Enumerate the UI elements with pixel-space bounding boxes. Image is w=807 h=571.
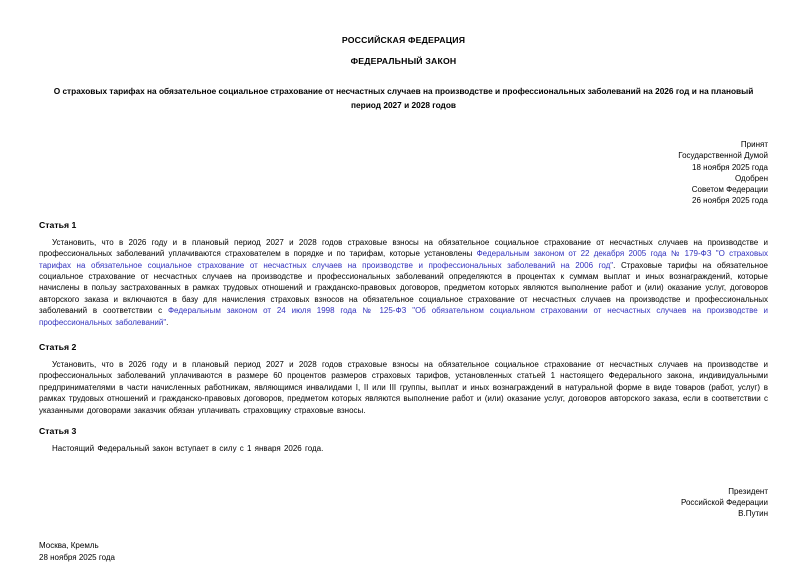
paragraph-text: Установить, что в 2026 году и в плановый период 2027 и 2028 годов страховые взносы на обязательное социальное страхование от несчастных случаев на производстве и профессиональных заболеваний уплачиваются в размере 60 процентов размеров страховых тарифов, установленных статьей 1 настоящего Федерального закона, индивидуальными предпринимателями в части начисленных работникам, являющимся инвалидами I, II или III группы, выплат и иных вознаграждений в натуральной форме в виде товаров (работ, услуг) в рамках трудовых отношений и гражданско-правовых договоров, предметом которых являются выполнение работ и (или) оказание услуг, договоров авторского заказа, если в соответствии с указанными договорами заказчик обязан уплачивать страховщику страховые взносы. bbox=[39, 360, 768, 415]
article-3-paragraph bbox=[39, 443, 768, 454]
paragraph-text: Установить, что в 2026 году и в плановый период 2027 и 2028 годов страховые взносы на обязательное социальное страхование от несчастных случаев на производстве и профессиональных заболеваний уплачиваются страхователем в порядке и по тарифам, которые установлены bbox=[39, 237, 768, 259]
text-line: 28 ноября 2025 года bbox=[39, 552, 115, 562]
adoption-block bbox=[39, 139, 768, 207]
article-2 bbox=[39, 342, 768, 416]
country-header: РОССИЙСКАЯ ФЕДЕРАЦИЯ bbox=[341, 35, 466, 45]
text-line: В.Путин bbox=[738, 509, 768, 519]
text-line: Москва, Кремль bbox=[39, 541, 99, 551]
text-line: Принят bbox=[740, 140, 768, 149]
law-reference-link[interactable]: Федеральным законом от 22 декабря 2005 года № 179-ФЗ "О страховых тарифах на обязательное социальное страхование от несчастных случаев на производстве и профессиональных заболеваний на 2006 год" bbox=[39, 249, 768, 270]
article-3-heading: Статья 3 bbox=[39, 426, 77, 437]
text-line: Одобрен bbox=[734, 173, 768, 183]
law-title: О страховых тарифах на обязательное социальное страхование от несчастных случаев на производстве и профессиональных заболеваний на 2026 год и на плановый период 2027 и 2028 годов bbox=[53, 86, 754, 110]
article-3 bbox=[39, 426, 768, 454]
law-reference-link[interactable]: Федеральным законом от 24 июля 1998 года № 125-ФЗ "Об обязательном социальном страховании от несчастных случаев на производстве и профессиональных заболеваний" bbox=[39, 306, 768, 327]
paragraph-text: Настоящий Федеральный закон вступает в силу с 1 января 2026 года. bbox=[52, 444, 324, 454]
text-line: Государственной Думой bbox=[678, 151, 768, 161]
text-line: Президент bbox=[728, 487, 768, 497]
text-line: Советом Федерации bbox=[691, 185, 768, 195]
paragraph-text: . Страховые тарифы на обязательное социальное страхование от несчастных случаев на производстве и профессиональных заболеваний определяются в процентах к суммам выплат и иных вознаграждений, которые начислены в пользу застрахованных в рамках трудовых отношений и гражданско-правовых договоров, предметом которых являются выполнение работ и (или) оказание услуг, договоров авторского заказа и включаются в базу для начисления страховых взносов на обязательное социальное страхование от несчастных случаев на производстве и профессиональных заболеваний в соответствии с bbox=[39, 260, 769, 316]
paragraph-text: . bbox=[166, 317, 169, 327]
text-line: 26 ноября 2025 года bbox=[692, 196, 768, 206]
article-1-paragraph bbox=[39, 237, 768, 328]
signature-block bbox=[39, 486, 768, 519]
text-line: 18 ноября 2025 года bbox=[692, 162, 768, 172]
place-date-block bbox=[39, 540, 768, 563]
article-1 bbox=[39, 220, 768, 328]
article-2-paragraph bbox=[39, 359, 768, 416]
text-line: Российской Федерации bbox=[681, 498, 768, 508]
doc-type-header: ФЕДЕРАЛЬНЫЙ ЗАКОН bbox=[350, 56, 457, 66]
article-1-heading: Статья 1 bbox=[39, 219, 77, 230]
article-2-heading: Статья 2 bbox=[39, 342, 77, 353]
